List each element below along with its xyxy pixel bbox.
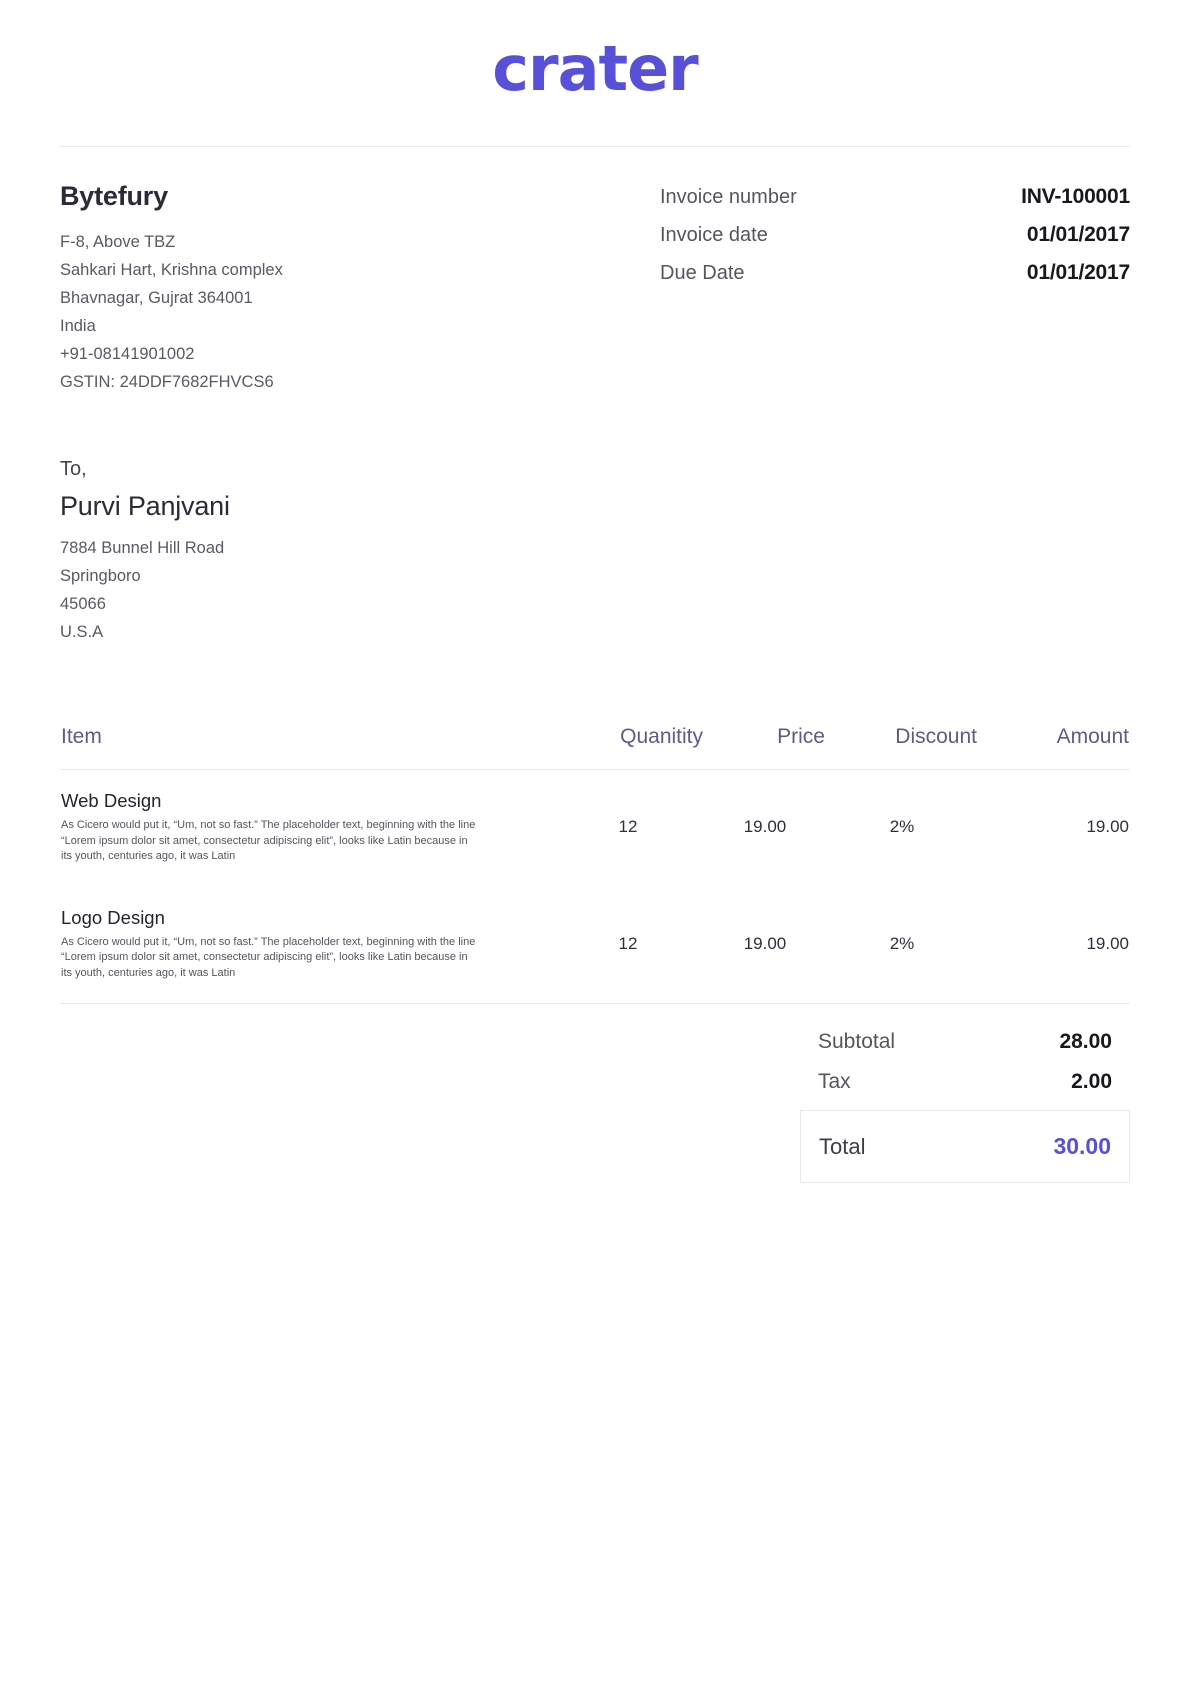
invoice-number-label: Invoice number [660, 186, 797, 208]
tax-row [800, 1070, 1130, 1094]
items-table [60, 724, 1130, 1003]
item-name: Web Design [61, 790, 162, 811]
company-address-line: India [60, 317, 96, 335]
item-amount: 19.00 [1086, 933, 1129, 953]
total-label: Total [819, 1134, 866, 1159]
item-description: As Cicero would put it, “Um, not so fast.” The placeholder text, beginning with the line “Lorem ipsum dolor sit amet, consectetur adipiscing elit”, looks like Latin because in its youth, centuries ago, it was Latin [61, 819, 476, 862]
total-value: 30.00 [1053, 1133, 1111, 1159]
items-table-head [60, 724, 1130, 770]
bill-to-address-line: Springboro [60, 567, 141, 585]
company-name: Bytefury [60, 181, 168, 211]
column-header-price: Price [704, 724, 826, 770]
company-block [60, 181, 560, 396]
company-gstin: GSTIN: 24DDF7682FHVCS6 [60, 373, 274, 391]
company-phone: +91-08141901002 [60, 345, 195, 363]
invoice-number-value: INV-100001 [1021, 185, 1130, 208]
invoice-meta-block [660, 181, 1130, 396]
bill-to-name: Purvi Panjvani [60, 491, 230, 521]
company-address-line: F-8, Above TBZ [60, 233, 176, 251]
bill-to-block [0, 396, 1190, 646]
invoice-header [0, 147, 1190, 396]
column-header-amount: Amount [978, 724, 1130, 770]
grand-total-row [800, 1110, 1130, 1183]
company-address-line: Sahkari Hart, Krishna complex [60, 261, 283, 279]
company-address-line: Bhavnagar, Gujrat 364001 [60, 289, 253, 307]
subtotal-row [800, 1030, 1130, 1054]
items-section [0, 646, 1190, 1003]
item-quantity: 12 [618, 817, 638, 837]
totals-inner [800, 1030, 1130, 1183]
item-cell [60, 887, 552, 1004]
due-date-value: 01/01/2017 [1026, 261, 1130, 284]
item-price: 19.00 [743, 817, 787, 837]
item-discount: 2% [889, 817, 915, 837]
bill-to-address-line: 45066 [60, 595, 106, 613]
invoice-date-label: Invoice date [660, 224, 768, 246]
table-row [60, 770, 1130, 887]
item-quantity: 12 [618, 933, 638, 953]
item-price: 19.00 [743, 933, 787, 953]
item-cell [60, 770, 552, 887]
invoice-number-row [660, 185, 1130, 209]
item-name: Logo Design [61, 906, 165, 928]
invoice-date-value: 01/01/2017 [1026, 223, 1130, 246]
column-header-item: Item [60, 724, 552, 770]
brand-logo [0, 0, 1190, 105]
item-amount: 19.00 [1086, 817, 1129, 837]
tax-value: 2.00 [1071, 1070, 1112, 1093]
items-header-row [60, 724, 1130, 770]
tax-label: Tax [818, 1070, 851, 1093]
item-description: As Cicero would put it, “Um, not so fast.” The placeholder text, beginning with the line “Lorem ipsum dolor sit amet, consectetur adipiscing elit”, looks like Latin because in its youth, centuries ago, it was Latin [61, 935, 476, 979]
invoice-date-row [660, 223, 1130, 247]
item-discount: 2% [889, 933, 915, 953]
column-header-quantity: Quanitity [552, 724, 704, 770]
subtotal-value: 28.00 [1059, 1030, 1112, 1053]
due-date-row [660, 261, 1130, 285]
items-table-body [60, 770, 1130, 1004]
column-header-discount: Discount [826, 724, 978, 770]
subtotal-label: Subtotal [818, 1030, 896, 1053]
totals-section [0, 1004, 1190, 1183]
bill-to-address-line: 7884 Bunnel Hill Road [60, 539, 225, 557]
bill-to-label: To, [60, 458, 87, 480]
due-date-label: Due Date [660, 262, 745, 284]
bill-to-address-line: U.S.A [60, 623, 104, 641]
crater-logo-text: crater [492, 32, 698, 105]
table-row [60, 887, 1130, 1004]
